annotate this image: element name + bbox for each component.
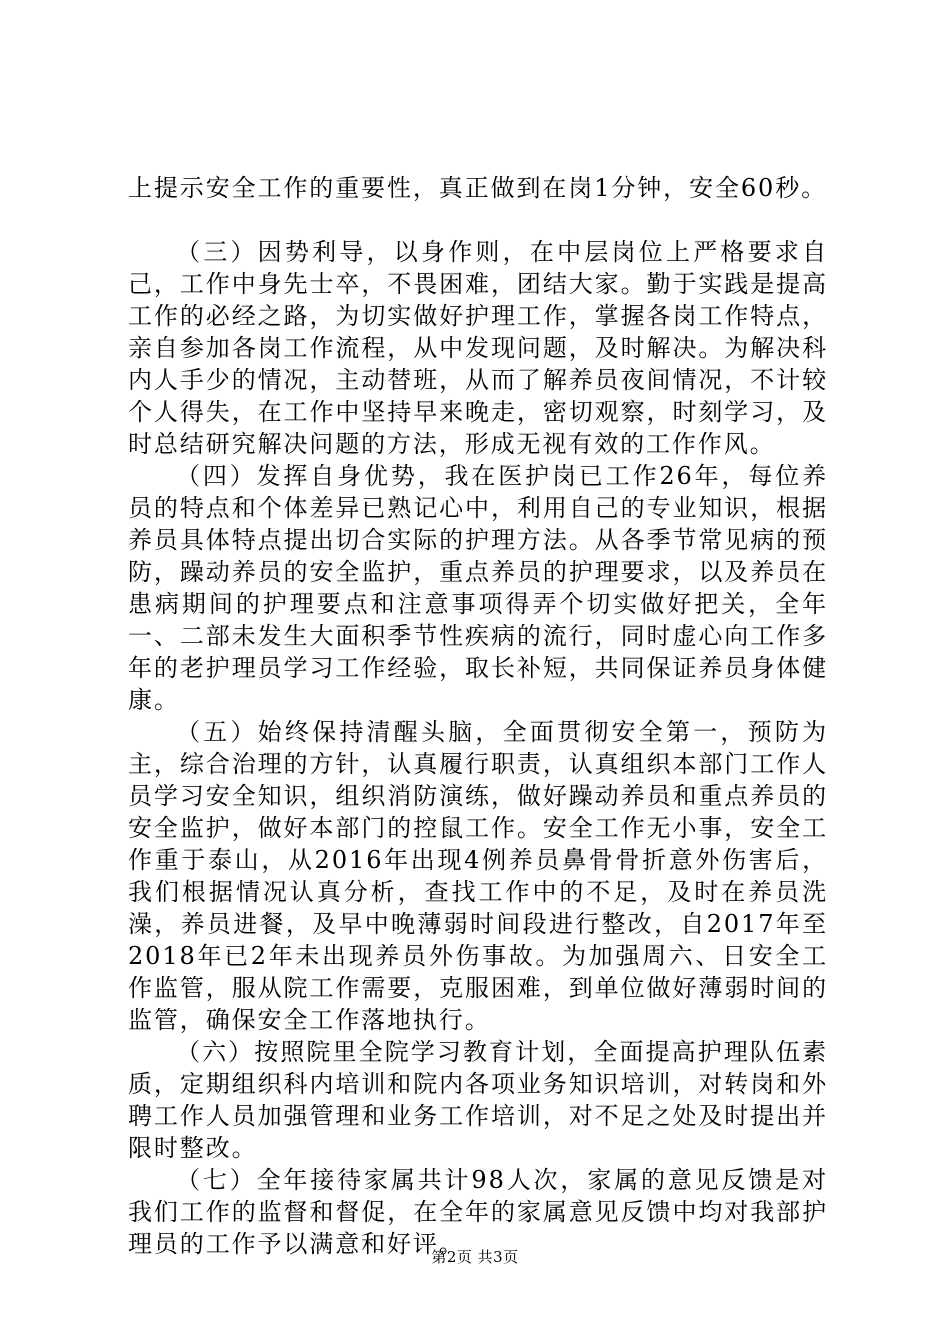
document-body	[128, 172, 828, 1260]
paragraph-continuation: 上提示安全工作的重要性，真正做到在岗1分钟，安全60秒。	[128, 174, 828, 202]
paragraph-section-5: （五）始终保持清醒头脑，全面贯彻安全第一，预防为主，综合治理的方针，认真履行职责，认真组织本部门工作人员学习安全知识，组织消防演练，做好躁动养员和重点养员的安全监护，做好本部门的控鼠工作。安全工作无小事，安全工作重于泰山，从2016年出现4例养员鼻骨骨折意外伤害后，我们根据情况认真分析，查找工作中的不足，及时在养员洗澡，养员进餐，及早中晚薄弱时间段进行整改，自2017年至2018年已2年未出现养员外伤事故。为加强周六、日安全工作监管，服从院工作需要，克服困难，到单位做好薄弱时间的监管，确保安全工作落地执行。	[128, 718, 828, 1034]
paragraph-section-4: （四）发挥自身优势，我在医护岗已工作26年，每位养员的特点和个体差异已熟记心中，利用自己的专业知识，根据养员具体特点提出切合实际的护理方法。从各季节常见病的预防，躁动养员的安全监护，重点养员的护理要求，以及养员在患病期间的护理要点和注意事项得弄个切实做好把关，全年一、二部未发生大面积季节性疾病的流行，同时虚心向工作多年的老护理员学习工作经验，取长补短，共同保证养员身体健康。	[128, 462, 828, 714]
paragraph-section-7: （七）全年接待家属共计98人次，家属的意见反馈是对我们工作的监督和督促，在全年的家属意见反馈中均对我部护理员的工作予以满意和好评。	[128, 1166, 828, 1258]
paragraph-section-6: （六）按照院里全院学习教育计划，全面提高护理队伍素质，定期组织科内培训和院内各项业务知识培训，对转岗和外聘工作人员加强管理和业务工作培训，对不足之处及时提出并限时整改。	[128, 1038, 828, 1162]
page-number-footer: 第2页 共3页	[431, 1248, 519, 1266]
paragraph-section-3: （三）因势利导，以身作则，在中层岗位上严格要求自己，工作中身先士卒，不畏困难，团结大家。勤于实践是提高工作的必经之路，为切实做好护理工作，掌握各岗工作特点，亲自参加各岗工作流程，从中发现问题，及时解决。为解决科内人手少的情况，主动替班，从而了解养员夜间情况，不计较个人得失，在工作中坚持早来晚走，密切观察，时刻学习，及时总结研究解决问题的方法，形成无视有效的工作作风。	[128, 238, 828, 458]
